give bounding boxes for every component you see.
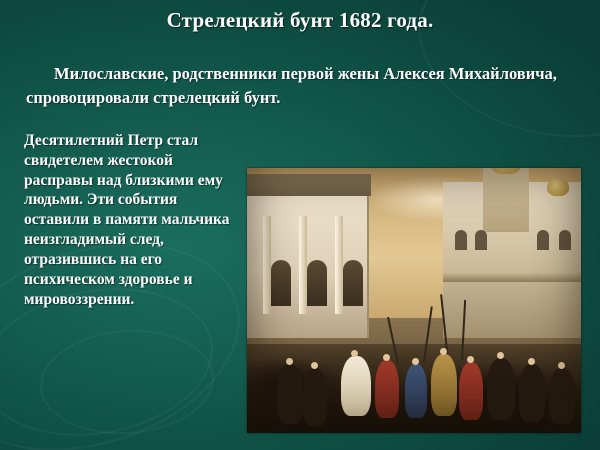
slide-title: Стрелецкий бунт 1682 года. (166, 8, 434, 32)
painting-vignette (247, 168, 581, 433)
intro-paragraph: Милославские, родственники первой жены Алексея Михайловича, спровоцировали стрелецкий бунт. (26, 64, 557, 107)
body-paragraph: Десятилетний Петр стал свидетелем жестокой расправы над близкими ему людьми. Эти события оставили в памяти мальчика неизгладимый след, отразившись на его психическом здоровье и мировоззрении. (24, 132, 230, 308)
streltsy-revolt-painting (247, 168, 581, 433)
decorative-swirl (37, 324, 218, 440)
